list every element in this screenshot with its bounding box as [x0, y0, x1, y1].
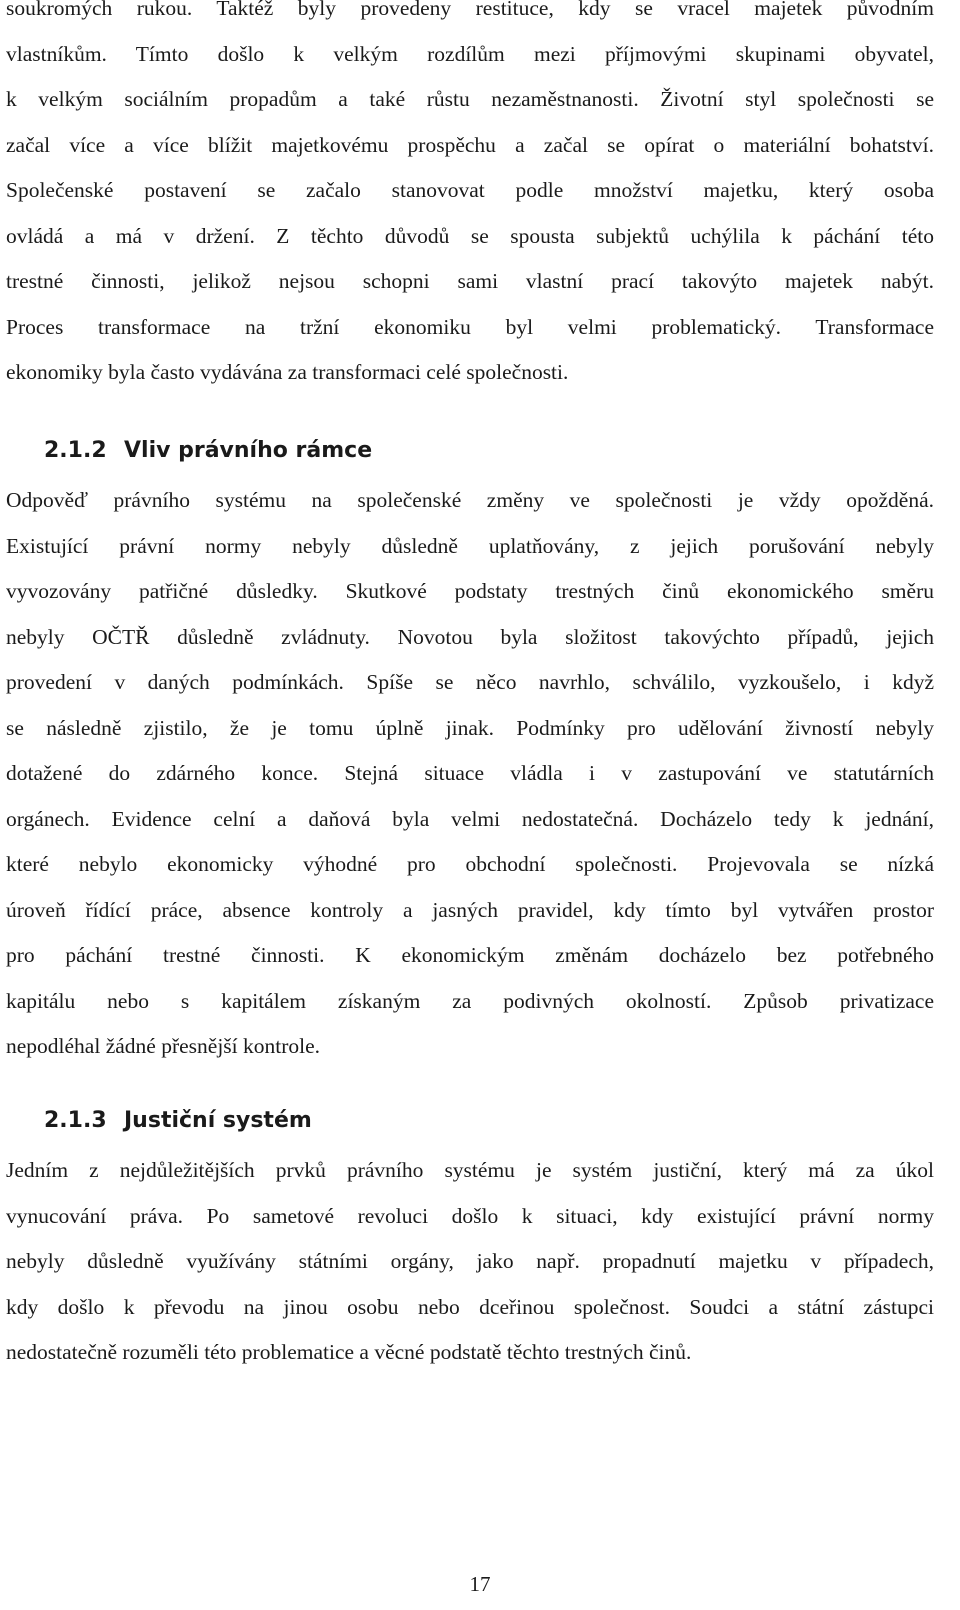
text-line: které nebylo ekonomicky výhodné pro obchodní společnosti. Projevovala se nízká [6, 852, 934, 876]
text-line: orgánech. Evidence celní a daňová byla velmi nedostatečná. Docházelo tedy k jednání, [6, 806, 934, 831]
section-title: Justiční systém [124, 1108, 312, 1133]
text-line: nedostatečně rozuměli této problematice a věcné podstatě těchto trestných činů. [6, 1340, 692, 1364]
section-title: Vliv právního rámce [124, 438, 373, 463]
text-line: provedení v daných podmínkách. Spíše se něco navrhlo, schválilo, vyzkoušelo, i když [6, 670, 934, 694]
paragraph-intro [6, 0, 934, 396]
text-line: začal více a více blížit majetkovému prospěchu a začal se opírat o materiální bohatství. [6, 132, 934, 157]
text-line: Jedním z nejdůležitějších prvků právního systému je systém justiční, který má za úkol [6, 1158, 934, 1182]
text-line: ekonomiky byla často vydávána za transformaci celé společnosti. [6, 360, 569, 384]
text-line: úroveň řídící práce, absence kontroly a jasných pravidel, kdy tímto byl vytvářen prostor [6, 897, 934, 922]
section-heading-2-1-2 [6, 438, 372, 463]
text-line: trestné činnosti, jelikož nejsou schopni sami vlastní prací takovýto majetek nabýt. [6, 269, 934, 293]
text-line: vyvozovány patřičné důsledky. Skutkové podstaty trestných činů ekonomického směru [6, 579, 934, 603]
text-line: nebyly OČTŘ důsledně zvládnuty. Novotou byla složitost takovýchto případů, jejich [6, 624, 934, 649]
text-line: se následně zjistilo, že je tomu úplně jinak. Podmínky pro udělování živností nebyly [6, 715, 934, 740]
text-line: soukromých rukou. Taktéž byly provedeny restituce, kdy se vracel majetek původním [6, 0, 934, 20]
text-line: ovládá a má v držení. Z těchto důvodů se spousta subjektů uchýlila k páchání této [6, 223, 934, 248]
text-line: nepodléhal žádné přesnější kontrole. [6, 1034, 321, 1058]
text-line: pro páchání trestné činnosti. K ekonomickým změnám docházelo bez potřebného [6, 943, 934, 967]
text-line: dotažené do zdárného konce. Stejná situace vládla i v zastupování ve statutárních [6, 761, 934, 785]
text-line: Odpověď právního systému na společenské změny ve společnosti je vždy opožděná. [6, 488, 934, 512]
text-line: vynucování práva. Po sametové revoluci došlo k situaci, kdy existující právní normy [6, 1203, 934, 1228]
paragraph-legal-framework [6, 478, 934, 1070]
paragraph-justice-system [6, 1148, 934, 1376]
section-heading-2-1-3 [6, 1108, 312, 1133]
text-line: kdy došlo k převodu na jinou osobu nebo dceřinou společnost. Soudci a státní zástupci [6, 1294, 934, 1319]
text-line: nebyly důsledně využívány státními orgány, jako např. propadnutí majetku v případech, [6, 1249, 934, 1273]
text-line: k velkým sociálním propadům a také růstu nezaměstnanosti. Životní styl společnosti se [6, 87, 934, 111]
text-line: Proces transformace na tržní ekonomiku byl velmi problematický. Transformace [6, 314, 934, 339]
text-line: kapitálu nebo s kapitálem získaným za podivných okolností. Způsob privatizace [6, 988, 934, 1013]
text-line: Existující právní normy nebyly důsledně uplatňovány, z jejich porušování nebyly [6, 533, 934, 558]
text-line: vlastníkům. Tímto došlo k velkým rozdílům mezi příjmovými skupinami obyvatel, [6, 41, 934, 66]
section-number: 2.1.3 [44, 1108, 107, 1133]
page-number: 17 [469, 1572, 491, 1596]
section-number: 2.1.2 [44, 438, 107, 463]
text-line: Společenské postavení se začalo stanovovat podle množství majetku, který osoba [6, 178, 934, 202]
